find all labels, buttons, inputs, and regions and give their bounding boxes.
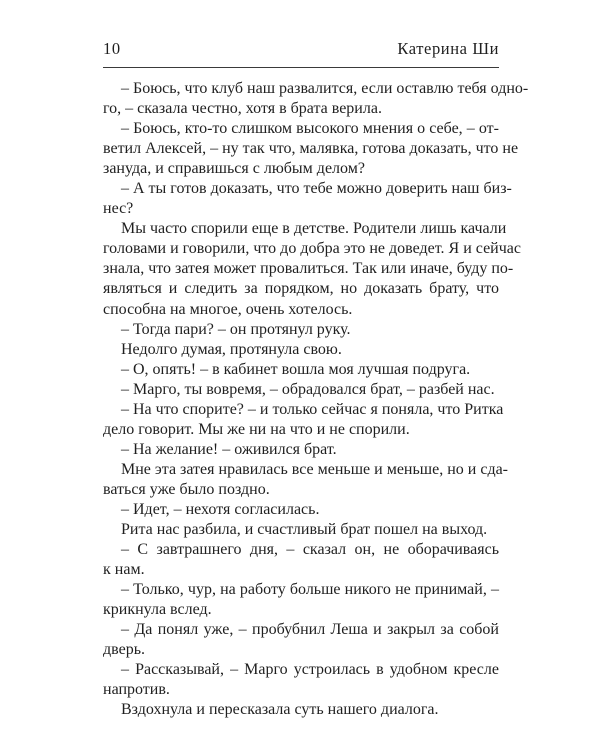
- paragraph: [103, 660, 499, 700]
- paragraph: [103, 620, 499, 660]
- paragraph: [103, 360, 499, 380]
- paragraph: [103, 540, 499, 580]
- text-line: Вздохнула и пересказала суть нашего диалога.: [121, 701, 439, 719]
- paragraph: [103, 79, 529, 119]
- text-line: дело говорит. Мы же ни на что и не спорили.: [103, 420, 410, 438]
- text-line: являться и следить за порядком, но доказать брату, что: [103, 280, 499, 298]
- text-line: Недолго думая, протянула свою.: [121, 340, 342, 358]
- text-line: головами и говорили, что до добра это не доведет. Я и сейчас: [103, 240, 521, 258]
- text-line: – А ты готов доказать, что тебе можно доверить наш биз-: [121, 180, 512, 198]
- text-line: Мне эта затея нравилась все меньше и меньше, но и сда-: [121, 460, 509, 478]
- text-line: дверь.: [103, 641, 145, 659]
- body-text: [103, 79, 529, 721]
- text-line: – С завтрашнего дня, – сказал он, не оборачиваясь: [121, 541, 499, 559]
- text-line: – Рассказывай, – Марго устроилась в удобном кресле: [121, 661, 499, 679]
- paragraph: [103, 179, 512, 219]
- text-line: Мы часто спорили еще в детстве. Родители лишь качали: [121, 220, 507, 238]
- paragraph: [103, 340, 499, 360]
- paragraph: [103, 460, 509, 500]
- text-line: – Марго, ты вовремя, – обрадовался брат, – разбей нас.: [121, 380, 495, 398]
- text-line: – Идет, – нехотя согласилась.: [121, 500, 320, 518]
- page-number: 10: [103, 39, 121, 58]
- text-line: нес?: [103, 200, 134, 218]
- text-line: – На что спорите? – и только сейчас я поняла, что Ритка: [121, 400, 504, 418]
- paragraph: [103, 700, 499, 720]
- paragraph: [103, 520, 499, 540]
- text-line: – Боюсь, кто-то слишком высокого мнения о себе, – от-: [121, 120, 499, 138]
- paragraph: [103, 500, 499, 520]
- paragraph: [103, 320, 499, 340]
- text-line: ваться уже было поздно.: [103, 480, 270, 498]
- paragraph: [103, 119, 519, 179]
- text-line: к нам.: [103, 561, 145, 579]
- text-line: – Боюсь, что клуб наш развалится, если оставлю тебя одно-: [121, 80, 529, 97]
- text-line: – О, опять! – в кабинет вошла моя лучшая подруга.: [121, 360, 471, 378]
- text-line: – На желание! – оживился брат.: [121, 440, 337, 458]
- text-line: го, – сказала честно, хотя в брата верила.: [103, 100, 382, 118]
- text-line: – Только, чур, на работу больше никого не принимай, –: [121, 581, 499, 599]
- text-line: зануда, и справишься с любым делом?: [103, 160, 365, 178]
- header-rule: [103, 67, 499, 68]
- paragraph: [103, 380, 499, 400]
- text-line: ветил Алексей, – ну так что, малявка, готова доказать, что не: [103, 140, 519, 158]
- text-line: знала, что затея может провалиться. Так или иначе, буду по-: [103, 260, 514, 278]
- paragraph: [103, 440, 499, 460]
- running-head: Катерина Ши: [397, 39, 499, 58]
- text-line: – Тогда пари? – он протянул руку.: [121, 320, 351, 338]
- paragraph: [103, 580, 499, 620]
- text-line: напротив.: [103, 681, 170, 699]
- paragraph: [103, 400, 504, 440]
- text-line: способна на многое, очень хотелось.: [103, 300, 353, 318]
- text-line: Рита нас разбила, и счастливый брат пошел на выход.: [121, 521, 488, 539]
- page-header: [103, 39, 499, 63]
- text-line: крикнула вслед.: [103, 601, 212, 619]
- paragraph: [103, 219, 521, 319]
- text-line: – Да понял уже, – пробубнил Леша и закрыл за собой: [121, 621, 499, 639]
